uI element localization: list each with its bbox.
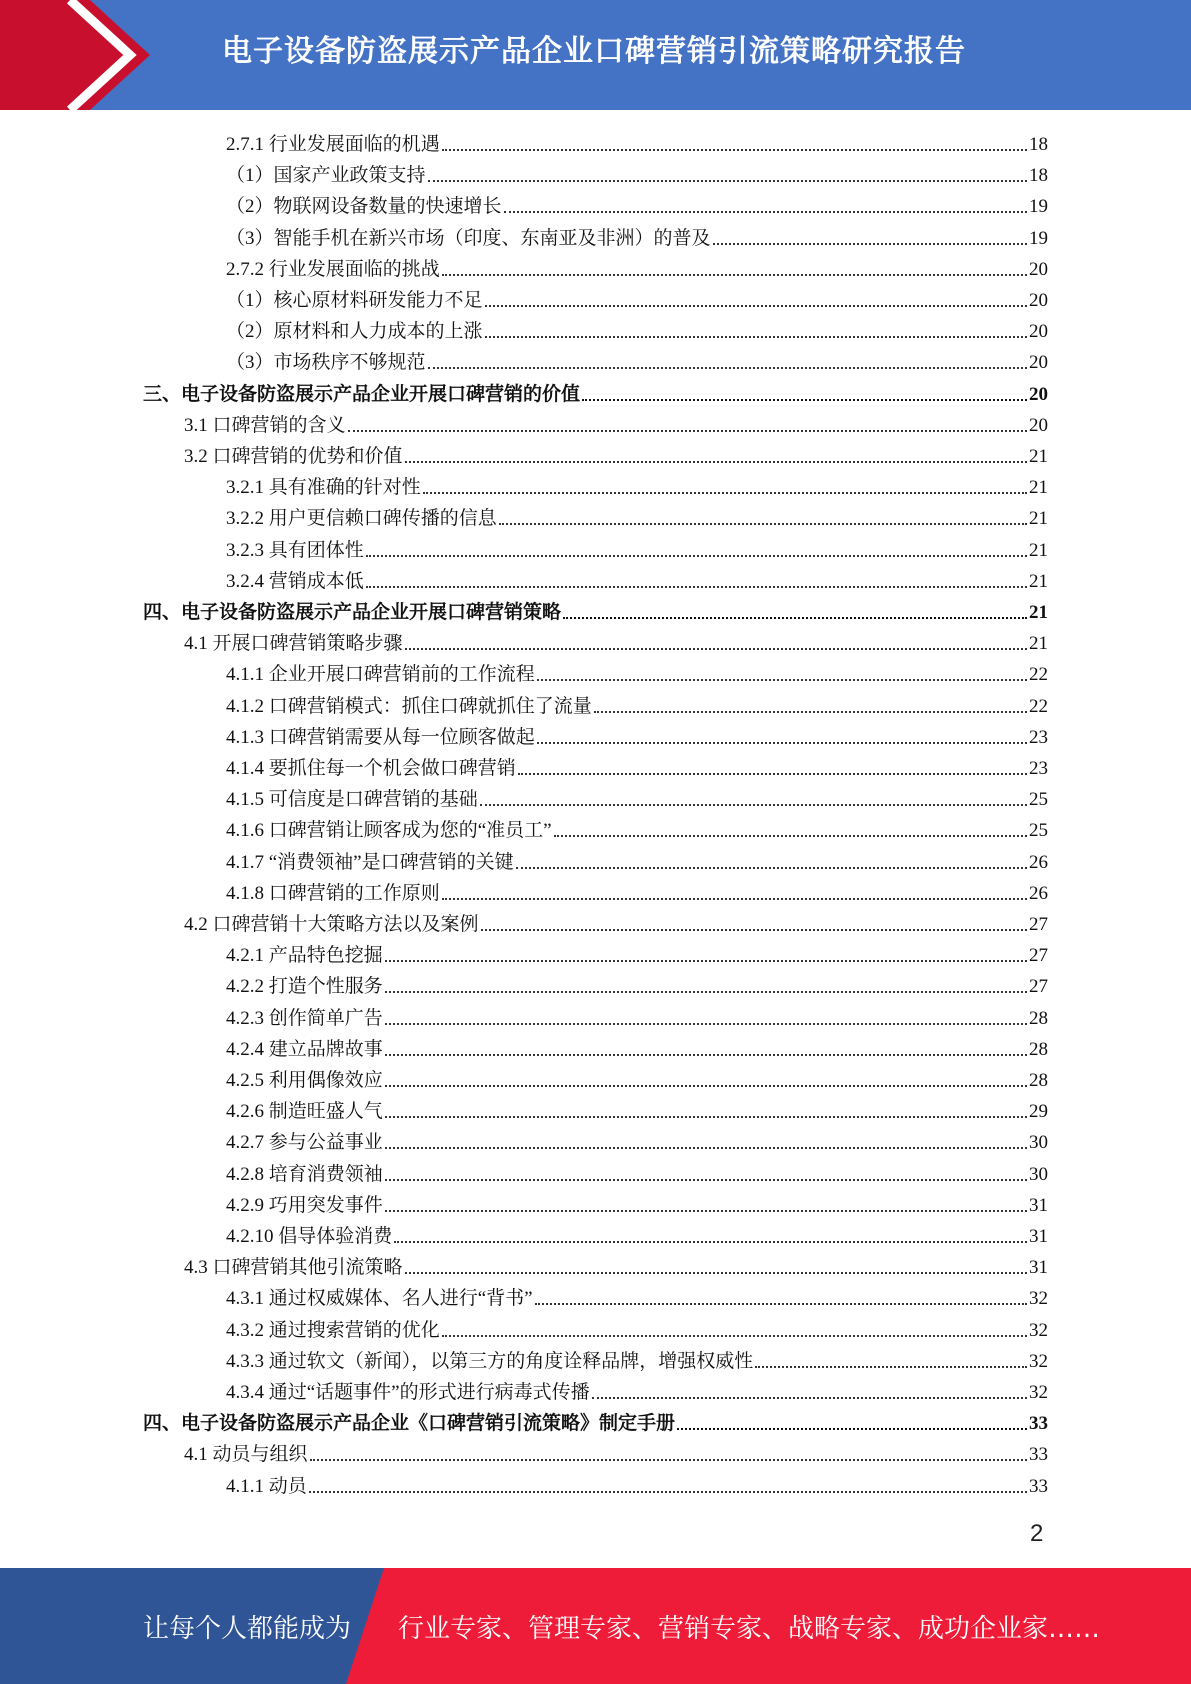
toc-entry[interactable]: [184, 407, 1048, 438]
toc-entry-page: 22: [1029, 664, 1048, 686]
toc-entry-label: 四、电子设备防盗展示产品企业开展口碑营销策略: [143, 602, 562, 623]
toc-entry[interactable]: [226, 344, 1048, 375]
toc-entry[interactable]: [226, 937, 1048, 968]
toc-entry[interactable]: [226, 844, 1048, 875]
document-title: 电子设备防盗展示产品企业口碑营销引流策略研究报告: [222, 34, 966, 69]
toc-entry-label: 4.1.3 口碑营销需要从每一位顾客做起: [226, 726, 535, 748]
toc-dot-leader: [516, 867, 1027, 869]
toc-entry[interactable]: [226, 126, 1048, 157]
toc-entry-page: 21: [1029, 602, 1048, 623]
toc-entry-label: 4.1.5 可信度是口碑营销的基础: [226, 789, 478, 811]
toc-entry-label: 4.2.1 产品特色挖掘: [226, 945, 383, 967]
toc-entry-label: 4.3.4 通过“话题事件”的形式进行病毒式传播: [226, 1382, 590, 1403]
toc-entry-page: 21: [1029, 446, 1048, 467]
toc-entry[interactable]: [226, 1187, 1048, 1218]
toc-entry-page: 26: [1029, 882, 1048, 904]
toc-dot-leader: [713, 243, 1027, 245]
toc-entry-page: 27: [1029, 945, 1048, 967]
toc-entry-label: 4.3.3 通过软文（新闻），以第三方的角度诠释品牌，增强权威性: [226, 1350, 754, 1372]
toc-dot-leader: [480, 804, 1027, 806]
toc-entry-label: 4.2 口碑营销十大策略方法以及案例: [184, 914, 479, 935]
toc-dot-leader: [405, 1272, 1027, 1274]
toc-entry-label: （1）国家产业政策支持: [226, 165, 426, 187]
toc-entry-page: 20: [1029, 383, 1048, 405]
toc-entry-page: 20: [1029, 258, 1048, 280]
toc-dot-leader: [755, 1366, 1027, 1368]
toc-entry-label: 4.2.2 打造个性服务: [226, 976, 383, 998]
toc-entry[interactable]: [226, 1031, 1048, 1062]
toc-dot-leader: [394, 1241, 1027, 1243]
toc-dot-leader: [442, 1335, 1027, 1337]
toc-entry-page: 30: [1029, 1163, 1048, 1185]
toc-entry[interactable]: [226, 1374, 1048, 1405]
toc-dot-leader: [442, 149, 1027, 151]
toc-entry[interactable]: [226, 1468, 1048, 1499]
toc-dot-leader: [537, 742, 1027, 744]
toc-entry-page: 20: [1029, 352, 1048, 374]
footer-slogan-left: 让每个人都能成为: [143, 1614, 352, 1644]
toc-entry-page: 32: [1029, 1319, 1048, 1341]
toc-entry-page: 33: [1029, 1413, 1048, 1435]
toc-entry[interactable]: [226, 282, 1048, 313]
toc-entry-label: 3.2.4 营销成本低: [226, 570, 364, 592]
toc-entry[interactable]: [184, 625, 1048, 656]
toc-entry-page: 32: [1029, 1350, 1048, 1372]
toc-entry-label: 4.1.2 口碑营销模式：抓住口碑就抓住了流量: [226, 695, 592, 717]
toc-dot-leader: [385, 1085, 1027, 1087]
toc-entry-page: 23: [1029, 726, 1048, 748]
toc-entry[interactable]: [184, 1436, 1048, 1467]
toc-entry-page: 31: [1029, 1194, 1048, 1216]
toc-dot-leader: [385, 1116, 1027, 1118]
toc-dot-leader: [563, 617, 1027, 619]
toc-entry-page: 21: [1029, 539, 1048, 561]
toc-entry-label: （3）市场秩序不够规范: [226, 352, 426, 374]
toc-entry-page: 21: [1029, 570, 1048, 592]
toc-dot-leader: [405, 648, 1027, 650]
toc-entry[interactable]: [226, 1124, 1048, 1155]
toc-dot-leader: [518, 773, 1027, 775]
toc-entry-label: 2.7.1 行业发展面临的机遇: [226, 134, 440, 155]
toc-entry[interactable]: [226, 750, 1048, 781]
toc-entry-page: 25: [1029, 820, 1048, 842]
toc-entry-page: 18: [1029, 165, 1048, 187]
toc-dot-leader: [594, 711, 1027, 713]
toc-entry-page: 20: [1029, 414, 1048, 436]
toc-entry-label: 4.1.1 动员: [226, 1475, 307, 1497]
toc-entry[interactable]: [143, 594, 1048, 625]
page-header: [0, 0, 1191, 110]
toc-dot-leader: [677, 1428, 1027, 1430]
toc-entry-label: 3.2.2 用户更信赖口碑传播的信息: [226, 508, 497, 530]
toc-dot-leader: [310, 1459, 1027, 1461]
toc-entry-page: 22: [1029, 695, 1048, 717]
toc-entry-label: 4.1 开展口碑营销策略步骤: [184, 633, 403, 655]
toc-entry-page: 31: [1029, 1257, 1048, 1279]
toc-entry-label: （2）原材料和人力成本的上涨: [226, 321, 483, 343]
toc-entry-page: 27: [1029, 914, 1048, 935]
toc-entry-page: 26: [1029, 851, 1048, 873]
toc-entry[interactable]: [226, 875, 1048, 906]
toc-entry-label: 4.1.1 企业开展口碑营销前的工作流程: [226, 664, 535, 686]
footer-slogan-right: 行业专家、管理专家、营销专家、战略专家、成功企业家……: [398, 1614, 1101, 1644]
toc-entry-page: 21: [1029, 633, 1048, 655]
toc-dot-leader: [504, 211, 1027, 213]
toc-entry[interactable]: [226, 781, 1048, 812]
toc-entry[interactable]: [226, 157, 1048, 188]
toc-entry-label: 4.2.4 建立品牌故事: [226, 1038, 383, 1060]
toc-entry-page: 28: [1029, 1070, 1048, 1091]
toc-entry-label: 4.3.1 通过权威媒体、名人进行“背书”: [226, 1288, 533, 1310]
toc-entry-label: 4.1.6 口碑营销让顾客成为您的“准员工”: [226, 820, 552, 842]
toc-entry[interactable]: [226, 812, 1048, 843]
toc-entry-label: 4.2.5 利用偶像效应: [226, 1070, 383, 1091]
toc-entry[interactable]: [184, 1249, 1048, 1280]
toc-entry-page: 19: [1029, 227, 1048, 249]
toc-dot-leader: [485, 305, 1027, 307]
toc-entry[interactable]: [226, 1156, 1048, 1187]
toc-entry-label: 4.1.8 口碑营销的工作原则: [226, 882, 440, 904]
toc-entry[interactable]: [184, 438, 1048, 469]
toc-entry[interactable]: [226, 500, 1048, 531]
toc-entry-page: 20: [1029, 321, 1048, 343]
toc-dot-leader: [592, 1397, 1027, 1399]
toc-entry-label: 四、电子设备防盗展示产品企业《口碑营销引流策略》制定手册: [143, 1413, 676, 1435]
toc-entry[interactable]: [226, 1343, 1048, 1374]
toc-entry[interactable]: [226, 1093, 1048, 1124]
toc-entry[interactable]: [226, 688, 1048, 719]
toc-entry-page: 18: [1029, 134, 1048, 155]
toc-entry[interactable]: [226, 220, 1048, 251]
toc-entry-label: 4.1 动员与组织: [184, 1444, 308, 1466]
toc-entry-label: 3.2 口碑营销的优势和价值: [184, 446, 403, 467]
toc-entry-label: （2）物联网设备数量的快速增长: [226, 196, 502, 218]
toc-dot-leader: [442, 274, 1027, 276]
toc-dot-leader: [385, 960, 1027, 962]
page-number: 2: [1030, 1520, 1044, 1547]
toc-entry[interactable]: [226, 1312, 1048, 1343]
toc-entry-label: 3.2.3 具有团体性: [226, 539, 364, 561]
toc-entry-page: 31: [1029, 1226, 1048, 1247]
toc-dot-leader: [485, 336, 1027, 338]
toc-entry-label: （3）智能手机在新兴市场（印度、东南亚及非洲）的普及: [226, 227, 711, 249]
toc-dot-leader: [428, 367, 1027, 369]
toc-dot-leader: [385, 1147, 1027, 1149]
toc-dot-leader: [442, 898, 1027, 900]
toc-dot-leader: [385, 991, 1027, 993]
toc-entry-page: 27: [1029, 976, 1048, 998]
toc-dot-leader: [481, 929, 1027, 931]
toc-dot-leader: [537, 679, 1027, 681]
toc-dot-leader: [423, 492, 1027, 494]
toc-entry[interactable]: [226, 469, 1048, 500]
toc-entry-label: 4.2.9 巧用突发事件: [226, 1194, 383, 1216]
toc-entry-label: 4.2.10 倡导体验消费: [226, 1226, 393, 1247]
toc-entry-label: 4.2.6 制造旺盛人气: [226, 1101, 383, 1123]
toc-dot-leader: [554, 835, 1027, 837]
toc-dot-leader: [385, 1023, 1027, 1025]
toc-entry[interactable]: [226, 1218, 1048, 1249]
toc-entry-page: 19: [1029, 196, 1048, 218]
toc-entry-label: 三、电子设备防盗展示产品企业开展口碑营销的价值: [143, 383, 581, 405]
toc-entry-label: 4.3.2 通过搜索营销的优化: [226, 1319, 440, 1341]
toc-entry-page: 28: [1029, 1038, 1048, 1060]
toc-dot-leader: [366, 586, 1027, 588]
toc-entry-label: 2.7.2 行业发展面临的挑战: [226, 258, 440, 280]
toc-entry-label: （1）核心原材料研发能力不足: [226, 290, 483, 311]
toc-dot-leader: [428, 180, 1027, 182]
toc-entry[interactable]: [226, 1000, 1048, 1031]
toc-dot-leader: [385, 1179, 1027, 1181]
toc-entry-page: 23: [1029, 758, 1048, 779]
toc-entry-page: 30: [1029, 1132, 1048, 1154]
toc-entry[interactable]: [226, 719, 1048, 750]
toc-entry-label: 4.1.4 要抓住每一个机会做口碑营销: [226, 758, 516, 779]
toc-entry[interactable]: [143, 376, 1048, 407]
toc-entry[interactable]: [143, 1405, 1048, 1436]
toc-entry-label: 4.1.7 “消费领袖”是口碑营销的关键: [226, 851, 514, 873]
toc-entry-page: 25: [1029, 789, 1048, 811]
toc-entry[interactable]: [226, 1280, 1048, 1311]
toc-entry-page: 32: [1029, 1288, 1048, 1310]
toc-entry-label: 3.2.1 具有准确的针对性: [226, 477, 421, 499]
toc-dot-leader: [535, 1303, 1027, 1305]
toc-dot-leader: [309, 1491, 1027, 1493]
toc-dot-leader: [405, 461, 1027, 463]
toc-entry[interactable]: [226, 1062, 1048, 1093]
toc-entry[interactable]: [226, 968, 1048, 999]
toc-entry-label: 4.2.8 培育消费领袖: [226, 1163, 383, 1185]
page-footer: [0, 1568, 1191, 1684]
toc-dot-leader: [582, 399, 1027, 401]
toc-entry-page: 33: [1029, 1444, 1048, 1466]
toc-entry[interactable]: [226, 313, 1048, 344]
toc-entry-page: 21: [1029, 477, 1048, 499]
toc-entry[interactable]: [226, 656, 1048, 687]
toc-entry-label: 4.3 口碑营销其他引流策略: [184, 1257, 403, 1279]
toc-entry[interactable]: [226, 251, 1048, 282]
toc-dot-leader: [366, 555, 1027, 557]
toc-entry[interactable]: [226, 532, 1048, 563]
toc-entry-page: 20: [1029, 290, 1048, 311]
toc-entry-page: 32: [1029, 1382, 1048, 1403]
toc-dot-leader: [348, 430, 1027, 432]
toc-dot-leader: [385, 1054, 1027, 1056]
toc-entry-page: 29: [1029, 1101, 1048, 1123]
toc-dot-leader: [385, 1210, 1027, 1212]
toc-entry-label: 4.2.7 参与公益事业: [226, 1132, 383, 1154]
toc-entry-page: 28: [1029, 1007, 1048, 1029]
toc-entry-label: 3.1 口碑营销的含义: [184, 414, 346, 436]
toc-entry-page: 21: [1029, 508, 1048, 530]
toc-entry-page: 33: [1029, 1475, 1048, 1497]
toc-entry[interactable]: [184, 906, 1048, 937]
toc-entry[interactable]: [226, 563, 1048, 594]
toc-entry-label: 4.2.3 创作简单广告: [226, 1007, 383, 1029]
toc-entry[interactable]: [226, 188, 1048, 219]
toc-dot-leader: [499, 523, 1027, 525]
